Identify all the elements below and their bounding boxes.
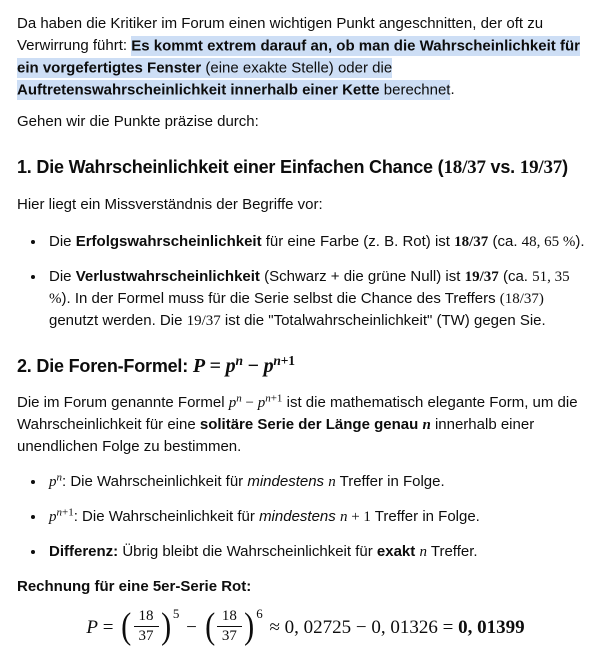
highlight-bold-run: Auftretenswahrscheinlichkeit innerhalb einer Kette xyxy=(17,81,380,98)
text-run: (ca. xyxy=(498,268,533,285)
highlight-bold-run: Es kommt extrem darauf an, ob man die Wahrscheinlichkeit für ein vorgefertigtes Fenster xyxy=(17,37,580,76)
bold-run: exakt xyxy=(376,543,416,560)
inline-math-fraction: 18/37 xyxy=(443,157,486,178)
list-item xyxy=(46,231,594,253)
calculation-label: Rechnung für eine 5er-Serie Rot: xyxy=(17,578,252,595)
math-var-n: n xyxy=(328,474,336,490)
fraction-numerator: 18 xyxy=(221,608,237,625)
heading-text: vs. xyxy=(485,157,520,177)
inline-math-fraction: 18/37 xyxy=(454,234,489,250)
fraction-denominator: 37 xyxy=(217,626,242,645)
math-var-n: n xyxy=(422,417,431,433)
math-exponent xyxy=(265,393,282,405)
text-run: ). xyxy=(575,233,585,250)
text-run: für eine Farbe (z. B. Rot) ist xyxy=(261,233,455,250)
text-run: : Die Wahrscheinlichkeit für xyxy=(62,473,248,490)
text-run: (ca. xyxy=(488,233,522,250)
text-run: ). In der Formel muss für die Serie selbst die Chance des Treffers xyxy=(61,290,500,307)
text-run: : Die Wahrscheinlichkeit für xyxy=(73,508,260,525)
inline-math-fraction: 19/37 xyxy=(464,269,499,285)
math-exponent xyxy=(273,353,294,368)
text-run: Die im Forum genannte Formel xyxy=(17,394,229,411)
math-exp-plus-one: +1 xyxy=(62,506,74,519)
inline-math-fraction: (18/37) xyxy=(499,291,544,307)
text-run: genutzt werden. Die xyxy=(49,312,187,329)
math-var-n: n xyxy=(419,544,427,560)
fraction xyxy=(134,608,159,645)
fraction-group xyxy=(120,607,179,647)
math-exp-n: n xyxy=(56,506,62,519)
fraction-group xyxy=(204,607,263,647)
section-2-paragraph xyxy=(17,392,594,458)
math-exponent: 6 xyxy=(256,605,263,621)
open-paren: ( xyxy=(121,605,132,647)
inline-math-fraction: 19/37 xyxy=(519,157,563,178)
list-item xyxy=(46,506,594,528)
math-exp-n: n xyxy=(56,471,62,484)
text-run: Treffer in Folge. xyxy=(370,508,480,525)
bold-run: Verlustwahrscheinlichkeit xyxy=(75,268,260,285)
list-item xyxy=(46,266,594,332)
math-exp-plus-one: +1 xyxy=(280,353,295,368)
math-var-P: P xyxy=(86,617,98,638)
text-run: innerhalb einer unendlichen Folge zu bestimmen. xyxy=(17,416,535,455)
math-exp-plus-one: +1 xyxy=(270,392,283,405)
text-run: Die xyxy=(49,233,76,250)
list-item xyxy=(46,471,594,493)
display-formula xyxy=(17,607,594,649)
text-run: . xyxy=(450,81,455,98)
math-var-n: n xyxy=(339,509,348,525)
italic-run: mindestens xyxy=(259,508,340,525)
math-var-P: P xyxy=(192,355,205,377)
inline-math-fraction: 19/37 xyxy=(186,313,221,329)
math-var-p: p xyxy=(49,474,57,490)
bold-run: solitäre Serie der Länge genau xyxy=(199,416,423,433)
math-minus: − xyxy=(242,355,264,377)
fraction-numerator: 18 xyxy=(138,608,154,625)
math-var-p: p xyxy=(257,395,266,411)
text-run: (Schwarz + die grüne Null) ist xyxy=(259,268,465,285)
text-run: Treffer in Folge. xyxy=(335,473,445,490)
close-paren: ) xyxy=(244,605,255,647)
inline-math-percent: 51, 35 % xyxy=(49,269,570,307)
lead-paragraph: Gehen wir die Punkte präzise durch: xyxy=(17,113,259,130)
section-2-heading xyxy=(17,353,594,379)
formula-terms-list xyxy=(17,471,594,563)
math-var-p: p xyxy=(49,509,57,525)
text-run: ist die mathematisch elegante Form, um die Wahrscheinlichkeit für eine xyxy=(17,394,578,433)
math-var-p: p xyxy=(228,395,237,411)
italic-run: mindestens xyxy=(247,473,329,490)
heading-text: ) xyxy=(562,157,568,177)
section-1-subtext: Hier liegt ein Missverständnis der Begriffe vor: xyxy=(17,196,323,213)
fraction-denominator: 37 xyxy=(134,626,159,645)
heading-text: 1. Die Wahrscheinlichkeit einer Einfachen Chance ( xyxy=(17,157,444,177)
text-run: Die xyxy=(49,268,76,285)
math-result-value: 0, 01399 xyxy=(458,617,525,638)
math-var-p: p xyxy=(263,355,274,377)
list-item xyxy=(46,541,594,563)
text-run: Übrig bleibt die Wahrscheinlichkeit für xyxy=(118,543,377,560)
section-1-heading xyxy=(17,155,594,180)
math-exp-n: n xyxy=(235,353,243,368)
math-equals: = xyxy=(204,355,226,377)
inline-math-percent: 48, 65 % xyxy=(521,234,576,250)
math-exp-n: n xyxy=(265,392,271,405)
bold-run: Erfolgswahrscheinlichkeit xyxy=(75,233,262,250)
close-paren: ) xyxy=(160,605,171,647)
math-exponent xyxy=(235,353,242,368)
math-exponent xyxy=(57,507,74,519)
probability-terms-list xyxy=(17,231,594,332)
math-equals: = xyxy=(102,617,114,638)
math-exp-n: n xyxy=(273,353,281,368)
math-result-tail: ≈ 0, 02725 − 0, 01326 = xyxy=(269,617,454,638)
heading-text: 2. Die Foren-Formel: xyxy=(17,356,193,376)
math-plus-one: + 1 xyxy=(347,509,371,525)
math-exponent: 5 xyxy=(172,605,180,621)
open-paren: ( xyxy=(204,605,215,647)
math-var-p: p xyxy=(225,355,236,377)
text-run: Treffer. xyxy=(426,543,478,560)
highlight-run: (eine exakte Stelle) oder die xyxy=(201,59,393,76)
text-run: ist die "Totalwahrscheinlichkeit" (TW) gegen Sie. xyxy=(220,312,546,329)
inline-formula xyxy=(193,355,295,377)
math-minus: − xyxy=(241,395,258,411)
math-minus: − xyxy=(186,617,197,638)
text-run: Da haben die Kritiker im Forum einen wichtigen Punkt angeschnitten, der oft zu Verwirrung führt: xyxy=(17,15,544,54)
math-exp-n: n xyxy=(236,392,242,405)
fraction xyxy=(217,608,242,645)
highlight-run: berechnet xyxy=(379,81,451,98)
bold-run: Differenz: xyxy=(49,543,119,560)
intro-paragraph xyxy=(17,13,594,101)
